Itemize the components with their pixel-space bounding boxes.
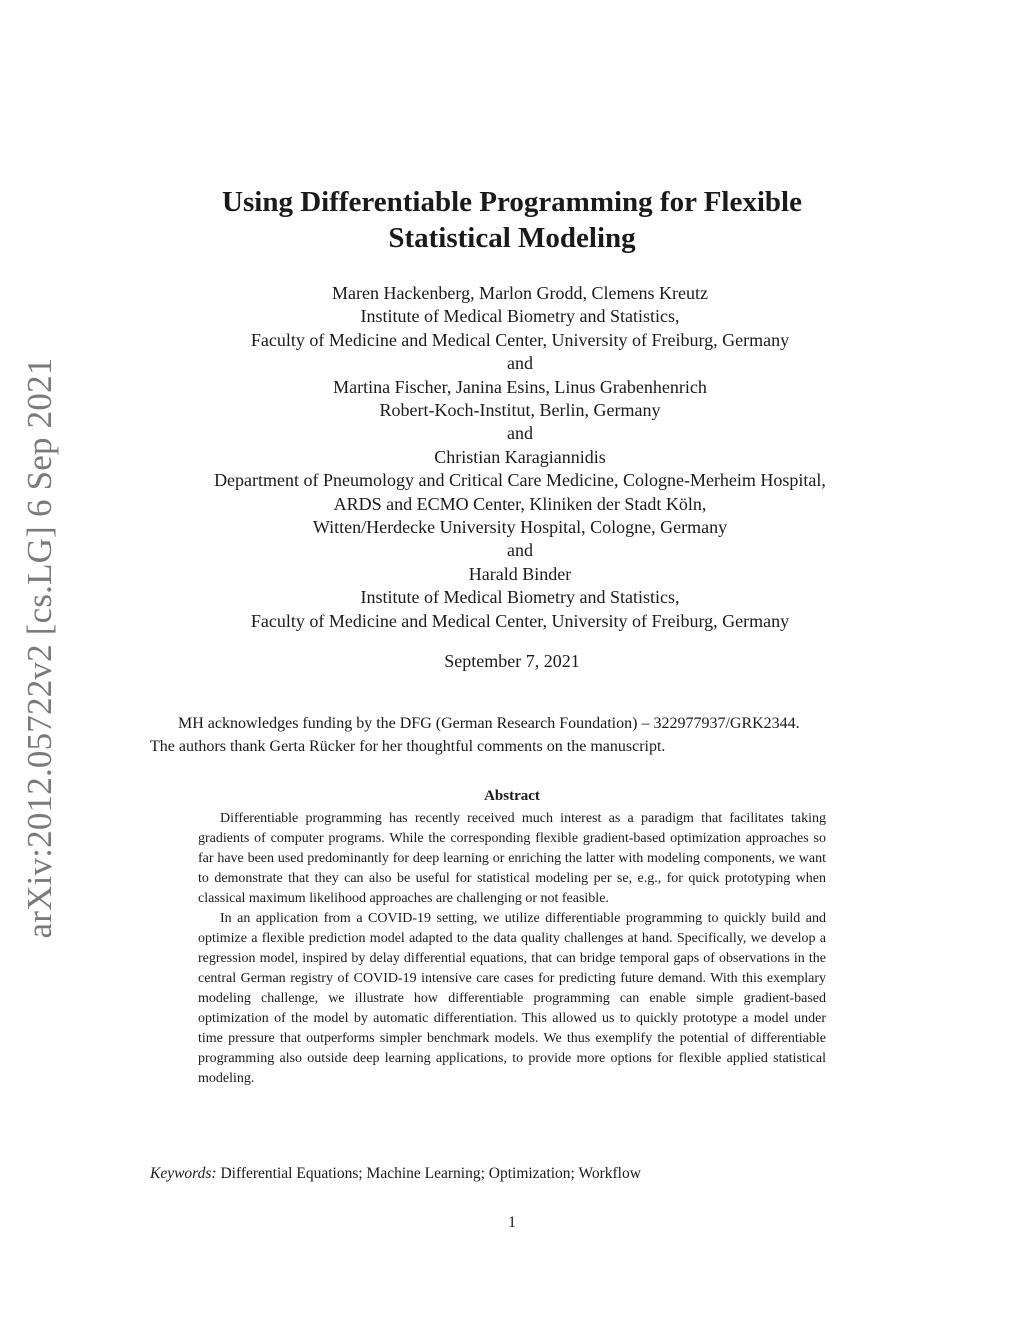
affiliation-line: Robert-Koch-Institut, Berlin, Germany	[379, 400, 661, 421]
affiliation-line: ARDS and ECMO Center, Kliniken der Stadt Köln,	[333, 493, 707, 514]
affiliation-line: Department of Pneumology and Critical Care Medicine, Cologne-Merheim Hospital,	[214, 470, 826, 491]
affiliation-line: Institute of Medical Biometry and Statistics,	[360, 587, 680, 608]
keywords-list: Differential Equations; Machine Learning; Optimization; Workflow	[220, 1165, 641, 1182]
keywords	[150, 1163, 930, 1185]
affiliation-line: Institute of Medical Biometry and Statistics,	[360, 306, 680, 327]
author-line: Christian Karagiannidis	[434, 446, 606, 467]
authors-affiliations	[100, 282, 940, 633]
paper-title-line-1: Using Differentiable Programming for Flexible	[222, 186, 802, 218]
acknowledgement-thanks: The authors thank Gerta Rücker for her thoughtful comments on the manuscript.	[150, 738, 666, 755]
affiliation-line: Witten/Herdecke University Hospital, Cologne, Germany	[312, 517, 728, 538]
author-separator: and	[507, 353, 533, 374]
paper-title	[0, 184, 1024, 256]
abstract-body	[198, 809, 826, 1089]
page-number: 1	[508, 1214, 516, 1231]
abstract-paragraph-2: In an application from a COVID-19 setting, we utilize differentiable programming to quickly build and optimize a flexible prediction model adapted to the data quality challenges at hand. Specifically, we develop a regression model, inspired by delay differential equations, that can bridge temporal gaps of observations in the central German registry of COVID-19 intensive care cases for predicting future demand. With this exemplary modeling challenge, we illustrate how differentiable programming can enable simple gradient-based optimization of the model by automatic differentiation. This allowed us to quickly prototype a model under time pressure that outperforms simpler benchmark models. We thus exemplify the potential of differentiable programming also outside deep learning applications, to provide more options for flexible applied statistical modeling.	[198, 911, 826, 1086]
acknowledgement-funding: MH acknowledges funding by the DFG (German Research Foundation) – 322977937/GRK2344.	[178, 715, 800, 732]
publication-date: September 7, 2021	[444, 651, 580, 671]
abstract-heading: Abstract	[484, 788, 540, 804]
affiliation-line: Faculty of Medicine and Medical Center, University of Freiburg, Germany	[250, 610, 790, 631]
author-line: Maren Hackenberg, Marlon Grodd, Clemens Kreutz	[331, 283, 709, 303]
keywords-label: Keywords:	[150, 1165, 217, 1182]
acknowledgements	[150, 712, 930, 758]
author-line: Martina Fischer, Janina Esins, Linus Grabenhenrich	[333, 376, 707, 397]
paper-title-line-2: Statistical Modeling	[388, 222, 636, 254]
author-line: Harald Binder	[468, 563, 572, 584]
author-separator: and	[507, 423, 533, 444]
author-separator: and	[507, 540, 533, 561]
arxiv-identifier-stamp: arXiv:2012.05722v2 [cs.LG] 6 Sep 2021	[20, 357, 59, 939]
affiliation-line: Faculty of Medicine and Medical Center, University of Freiburg, Germany	[250, 329, 790, 350]
abstract-paragraph-1: Differentiable programming has recently received much interest as a paradigm that facilitates taking gradients of computer programs. While the corresponding flexible gradient-based optimization approaches so far have been used predominantly for deep learning or enriching the latter with modeling components, we want to demonstrate that they can also be useful for statistical modeling per se, e.g., for quick prototyping when classical maximum likelihood approaches are challenging or not feasible.	[198, 811, 826, 906]
